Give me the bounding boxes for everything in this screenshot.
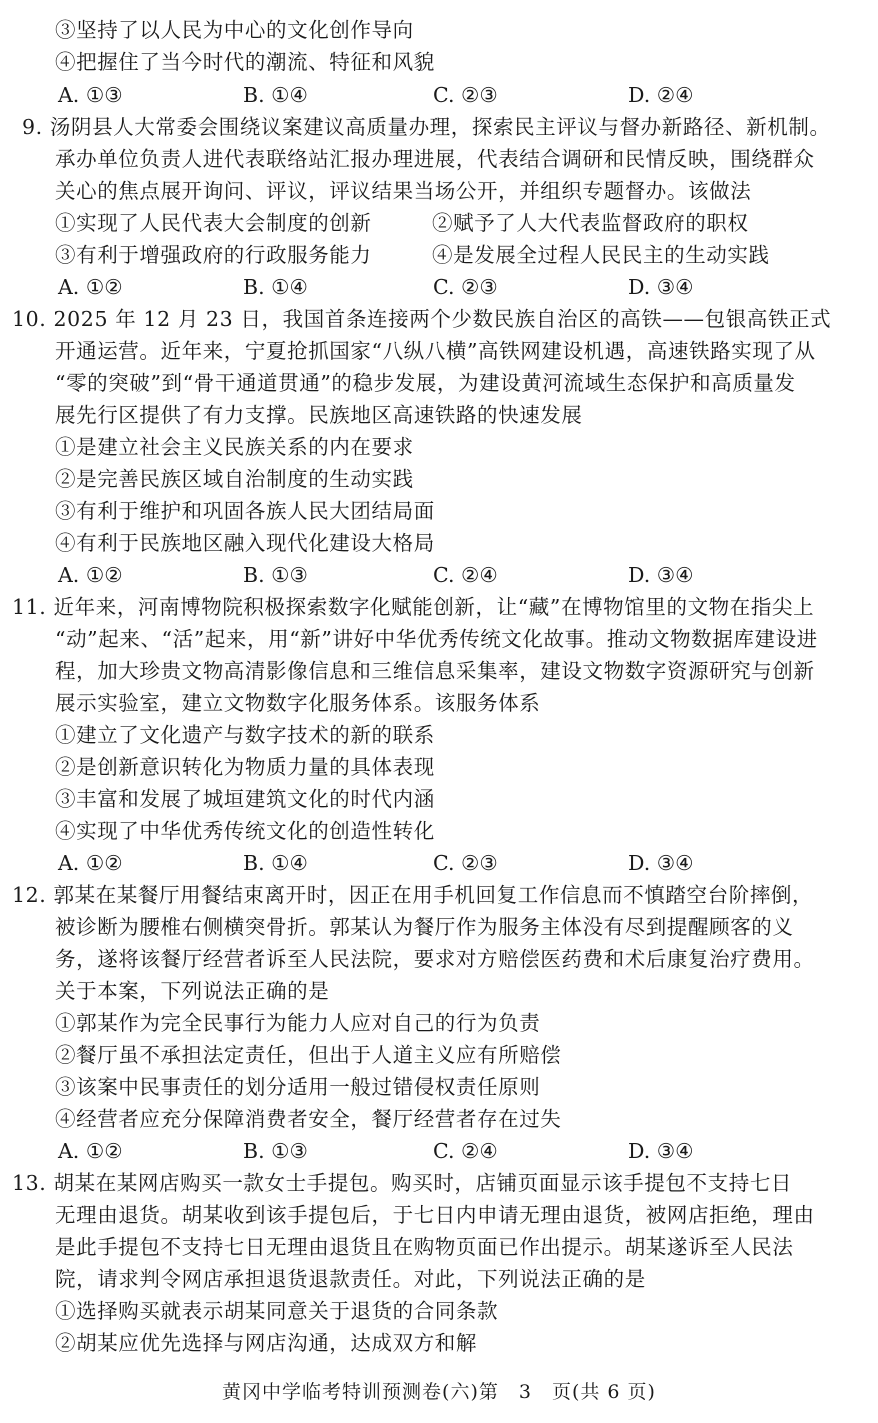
q13-statement-2: ②胡某应优先选择与网店沟通，达成双方和解	[55, 1331, 477, 1355]
q10-stem-line-2: 开通运营。近年来，宁夏抢抓国家“八纵八横”高铁网建设机遇，高速铁路实现了从	[55, 339, 816, 363]
q13-stem-line-2: 无理由退货。胡某收到该手提包后，于七日内申请无理由退货，被网店拒绝，理由	[55, 1203, 815, 1227]
q11-option-b: B. ①④	[243, 851, 308, 875]
q9-statement-3: ③有利于增强政府的行政服务能力	[55, 243, 372, 267]
q13-stem-line-4: 院，请求判令网店承担退货退款责任。对此，下列说法正确的是	[55, 1267, 646, 1291]
q10-statement-4: ④有利于民族地区融入现代化建设大格局	[55, 531, 435, 555]
q13-stem-line-1: 13. 胡某在某网店购买一款女士手提包。购买时，店铺页面显示该手提包不支持七日	[12, 1171, 793, 1195]
q10-option-a: A. ①②	[58, 563, 123, 587]
q11-option-a: A. ①②	[58, 851, 123, 875]
q12-option-d: D. ③④	[628, 1139, 694, 1163]
q11-stem-line-3: 程，加大珍贵文物高清影像信息和三维信息采集率，建设文物数字资源研究与创新	[55, 659, 815, 683]
q13-stem-line-3: 是此手提包不支持七日无理由退货且在购物页面已作出提示。胡某遂诉至人民法	[55, 1235, 794, 1259]
q8-option-a: A. ①③	[58, 83, 123, 107]
q11-statement-4: ④实现了中华优秀传统文化的创造性转化	[55, 819, 435, 843]
q12-statement-1: ①郭某作为完全民事行为能力人应对自己的行为负责	[55, 1011, 541, 1035]
q9-option-c: C. ②③	[433, 275, 498, 299]
q11-option-c: C. ②③	[433, 851, 498, 875]
q13-statement-1: ①选择购买就表示胡某同意关于退货的合同条款	[55, 1299, 499, 1323]
q10-stem-line-4: 展先行区提供了有力支撑。民族地区高速铁路的快速发展	[55, 403, 583, 427]
q9-statement-1: ①实现了人民代表大会制度的创新	[55, 211, 372, 235]
q9-option-a: A. ①②	[58, 275, 123, 299]
q9-stem-line-2: 承办单位负责人进代表联络站汇报办理进展，代表结合调研和民情反映，围绕群众	[55, 147, 815, 171]
q12-statement-2: ②餐厅虽不承担法定责任，但出于人道主义应有所赔偿	[55, 1043, 562, 1067]
q12-statement-3: ③该案中民事责任的划分适用一般过错侵权责任原则	[55, 1075, 541, 1099]
q11-option-d: D. ③④	[628, 851, 694, 875]
q11-stem-line-1: 11. 近年来，河南博物院积极探索数字化赋能创新，让“藏”在博物馆里的文物在指尖上	[12, 595, 815, 619]
q11-statement-3: ③丰富和发展了城垣建筑文化的时代内涵	[55, 787, 435, 811]
q12-stem-line-1: 12. 郭某在某餐厅用餐结束离开时，因正在用手机回复工作信息而不慎踏空台阶摔倒，	[12, 883, 814, 907]
q10-option-b: B. ①③	[243, 563, 308, 587]
q8-statement-3: ③坚持了以人民为中心的文化创作导向	[55, 18, 414, 42]
q8-option-d: D. ②④	[628, 83, 694, 107]
q12-stem-line-3: 务，遂将该餐厅经营者诉至人民法院，要求对方赔偿医药费和术后康复治疗费用。	[55, 947, 815, 971]
q9-statement-2: ②赋予了人大代表监督政府的职权	[432, 211, 749, 235]
q8-option-c: C. ②③	[433, 83, 498, 107]
q11-stem-line-4: 展示实验室，建立文物数字化服务体系。该服务体系	[55, 691, 541, 715]
q10-statement-3: ③有利于维护和巩固各族人民大团结局面	[55, 499, 435, 523]
q9-stem-line-3: 关心的焦点展开询问、评议，评议结果当场公开，并组织专题督办。该做法	[55, 179, 752, 203]
q12-statement-4: ④经营者应充分保障消费者安全，餐厅经营者存在过失	[55, 1107, 562, 1131]
q11-statement-1: ①建立了文化遗产与数字技术的新的联系	[55, 723, 435, 747]
q12-stem-line-2: 被诊断为腰椎右侧横突骨折。郭某认为餐厅作为服务主体没有尽到提醒顾客的义	[55, 915, 794, 939]
q8-option-b: B. ①④	[243, 83, 308, 107]
q11-statement-2: ②是创新意识转化为物质力量的具体表现	[55, 755, 435, 779]
q9-option-b: B. ①④	[243, 275, 308, 299]
q9-option-d: D. ③④	[628, 275, 694, 299]
q10-option-d: D. ③④	[628, 563, 694, 587]
q8-statement-4: ④把握住了当今时代的潮流、特征和风貌	[55, 50, 435, 74]
q12-option-a: A. ①②	[58, 1139, 123, 1163]
q10-option-c: C. ②④	[433, 563, 498, 587]
q10-statement-2: ②是完善民族区域自治制度的生动实践	[55, 467, 414, 491]
q12-option-b: B. ①③	[243, 1139, 308, 1163]
q12-option-c: C. ②④	[433, 1139, 498, 1163]
q10-stem-line-1: 10. 2025 年 12 月 23 日，我国首条连接两个少数民族自治区的高铁——包银高铁正式	[12, 307, 832, 331]
q10-statement-1: ①是建立社会主义民族关系的内在要求	[55, 435, 414, 459]
q10-stem-line-3: “零的突破”到“骨干通道贯通”的稳步发展，为建设黄河流域生态保护和高质量发	[55, 371, 796, 395]
q9-stem-line-1: 9. 汤阴县人大常委会围绕议案建议高质量办理，探索民主评议与督办新路径、新机制。	[22, 115, 831, 139]
q12-stem-line-4: 关于本案，下列说法正确的是	[55, 979, 330, 1003]
q11-stem-line-2: “动”起来、“活”起来，用“新”讲好中华优秀传统文化故事。推动文物数据库建设进	[55, 627, 818, 651]
page-footer: 黄冈中学临考特训预测卷(六)第 3 页(共 6 页)	[222, 1381, 656, 1403]
q9-statement-4: ④是发展全过程人民民主的生动实践	[432, 243, 770, 267]
